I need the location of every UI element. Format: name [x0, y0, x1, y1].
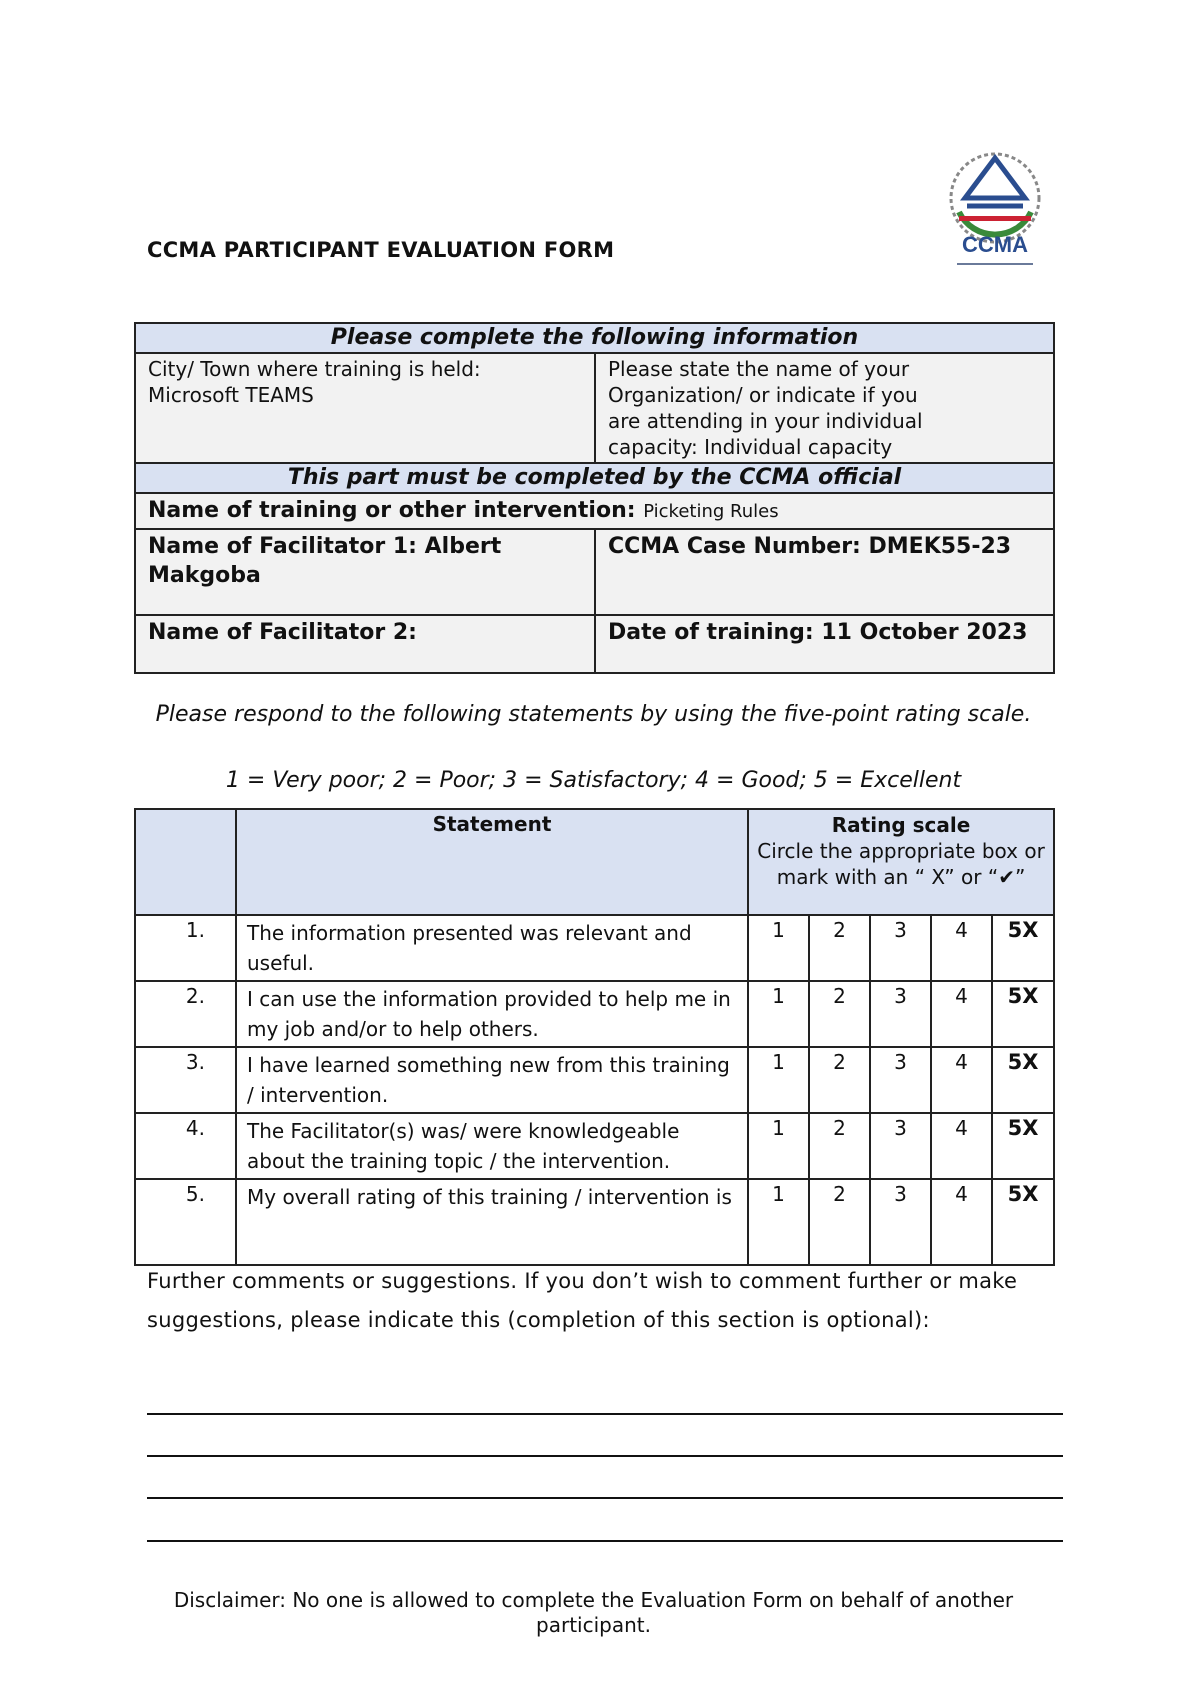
number-header — [135, 809, 236, 915]
row-number: 1. — [135, 915, 236, 981]
case-number-cell[interactable]: CCMA Case Number: DMEK55-23 — [595, 529, 1054, 615]
rating-1[interactable]: 1 — [748, 1179, 809, 1265]
rating-3[interactable]: 3 — [870, 981, 931, 1047]
instructions: Please respond to the following statements by using the five-point rating scale. — [155, 702, 1032, 727]
facilitator2-cell[interactable]: Name of Facilitator 2: — [135, 615, 595, 673]
rating-3[interactable]: 3 — [870, 1047, 931, 1113]
table-row — [135, 1047, 1054, 1113]
rating-5-selected[interactable]: 5X — [992, 915, 1054, 981]
statement-text: I can use the information provided to help me in my job and/or to help others. — [236, 981, 748, 1047]
comment-line[interactable] — [147, 1497, 1063, 1499]
organization-cell[interactable] — [595, 353, 1054, 463]
rating-4[interactable]: 4 — [931, 1113, 992, 1179]
statement-text: My overall rating of this training / intervention is — [236, 1179, 748, 1265]
comments-prompt: Further comments or suggestions. If you don’t wish to comment further or make suggestions, please indicate this (completion of this section is optional): — [147, 1269, 1018, 1332]
org-line: Please state the name of your — [608, 357, 910, 381]
rating-1[interactable]: 1 — [748, 1047, 809, 1113]
info-header: Please complete the following information — [135, 323, 1054, 353]
row-number: 2. — [135, 981, 236, 1047]
statement-header: Statement — [236, 809, 748, 915]
rating-2[interactable]: 2 — [809, 1179, 870, 1265]
training-date-cell[interactable]: Date of training: 11 October 2023 — [595, 615, 1054, 673]
org-line: are attending in your individual — [608, 409, 923, 433]
rating-scale-title: Rating scale — [831, 813, 971, 837]
city-label: City/ Town where training is held: — [148, 357, 481, 381]
rating-scale-header — [748, 809, 1054, 915]
statement-text: The information presented was relevant and useful. — [236, 915, 748, 981]
rating-1[interactable]: 1 — [748, 915, 809, 981]
rating-2[interactable]: 2 — [809, 915, 870, 981]
row-number: 4. — [135, 1113, 236, 1179]
rating-scale-note: Circle the appropriate box or mark with an “ X” or “✔” — [757, 839, 1045, 889]
org-line: Organization/ or indicate if you — [608, 383, 918, 407]
rating-5-selected[interactable]: 5X — [992, 1179, 1054, 1265]
disclaimer: Disclaimer: No one is allowed to complete the Evaluation Form on behalf of another participant. — [173, 1588, 1014, 1637]
table-row — [135, 1113, 1054, 1179]
rating-4[interactable]: 4 — [931, 1047, 992, 1113]
rating-4[interactable]: 4 — [931, 915, 992, 981]
facilitator1-cell[interactable]: Name of Facilitator 1: Albert Makgoba — [135, 529, 595, 615]
official-header: This part must be completed by the CCMA official — [135, 463, 1054, 493]
rating-3[interactable]: 3 — [870, 1179, 931, 1265]
comment-line[interactable] — [147, 1455, 1063, 1457]
training-label: Name of training or other intervention: — [148, 498, 636, 523]
table-row — [135, 981, 1054, 1047]
rating-3[interactable]: 3 — [870, 915, 931, 981]
org-value[interactable]: capacity: Individual capacity — [608, 435, 893, 459]
rating-5-selected[interactable]: 5X — [992, 1113, 1054, 1179]
rating-4[interactable]: 4 — [931, 981, 992, 1047]
rating-5-selected[interactable]: 5X — [992, 981, 1054, 1047]
row-number: 3. — [135, 1047, 236, 1113]
info-table — [134, 322, 1055, 674]
rating-2[interactable]: 2 — [809, 981, 870, 1047]
rating-table — [134, 808, 1055, 1266]
statement-text: The Facilitator(s) was/ were knowledgeable about the training topic / the intervention. — [236, 1113, 748, 1179]
rating-1[interactable]: 1 — [748, 981, 809, 1047]
table-row — [135, 915, 1054, 981]
scale-legend: 1 = Very poor; 2 = Poor; 3 = Satisfactory; 4 = Good; 5 = Excellent — [225, 768, 962, 793]
training-value[interactable]: Picketing Rules — [643, 501, 779, 522]
row-number: 5. — [135, 1179, 236, 1265]
rating-2[interactable]: 2 — [809, 1113, 870, 1179]
statement-text: I have learned something new from this training / intervention. — [236, 1047, 748, 1113]
rating-4[interactable]: 4 — [931, 1179, 992, 1265]
rating-1[interactable]: 1 — [748, 1113, 809, 1179]
rating-3[interactable]: 3 — [870, 1113, 931, 1179]
svg-text:CCMA: CCMA — [962, 232, 1028, 257]
training-name-cell[interactable] — [135, 493, 1054, 529]
rating-2[interactable]: 2 — [809, 1047, 870, 1113]
form-title: CCMA PARTICIPANT EVALUATION FORM — [147, 238, 615, 262]
comment-line[interactable] — [147, 1413, 1063, 1415]
table-row — [135, 1179, 1054, 1265]
city-cell[interactable] — [135, 353, 595, 463]
comment-line[interactable] — [147, 1540, 1063, 1542]
ccma-logo — [945, 140, 1045, 272]
city-value[interactable]: Microsoft TEAMS — [148, 383, 314, 407]
rating-5-selected[interactable]: 5X — [992, 1047, 1054, 1113]
